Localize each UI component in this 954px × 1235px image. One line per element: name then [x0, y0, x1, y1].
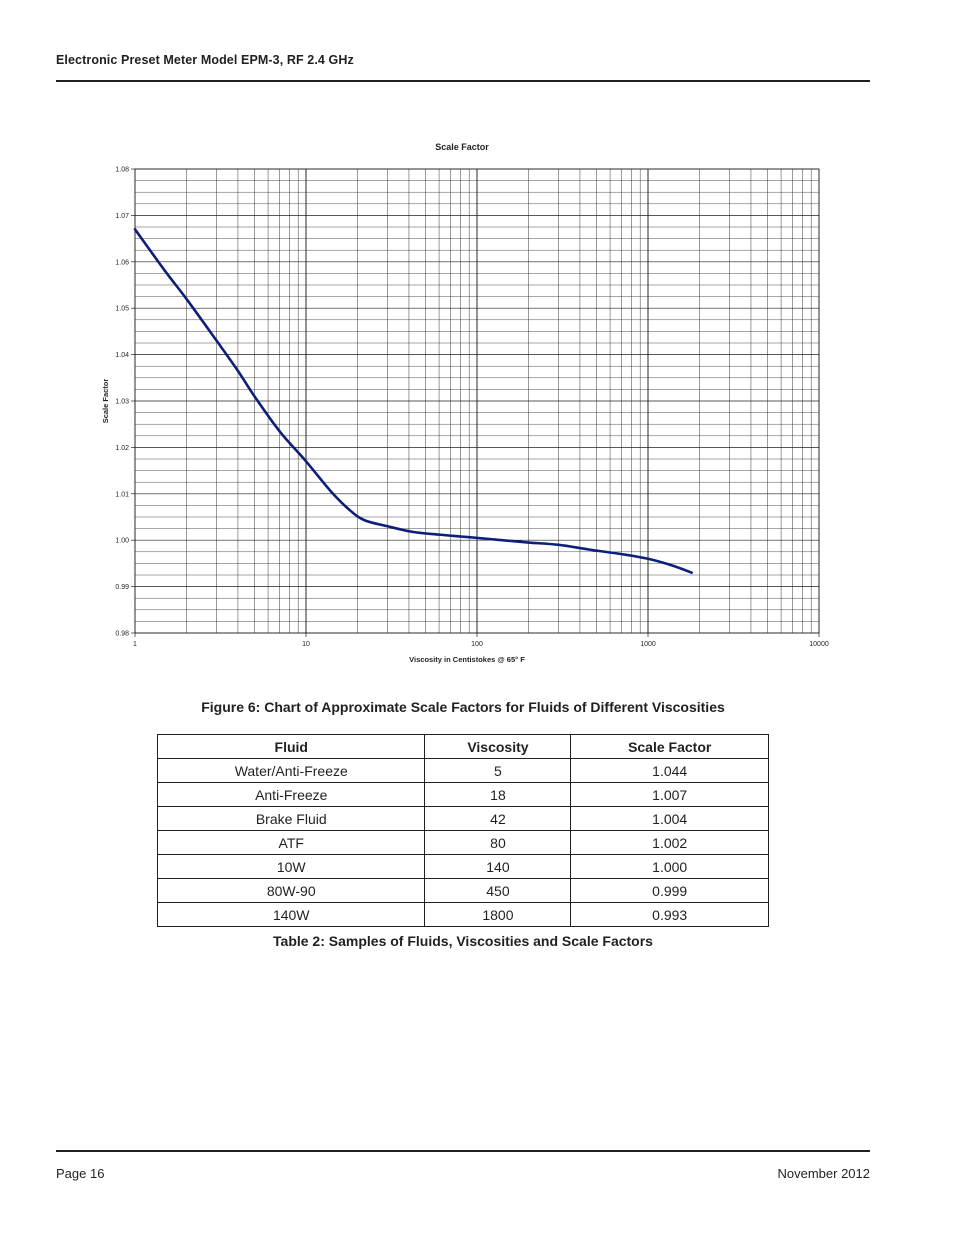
- cell-viscosity: 5: [425, 759, 571, 783]
- cell-fluid: Water/Anti-Freeze: [158, 759, 425, 783]
- column-header-scale-factor: Scale Factor: [571, 735, 769, 759]
- table-row: [158, 855, 769, 879]
- cell-viscosity: 140: [425, 855, 571, 879]
- table-row: [158, 879, 769, 903]
- cell-scale-factor: 1.004: [571, 807, 769, 831]
- page-number: Page 16: [56, 1166, 105, 1181]
- cell-scale-factor: 1.002: [571, 831, 769, 855]
- cell-fluid: 10W: [158, 855, 425, 879]
- chart-grid: [135, 169, 819, 633]
- x-tick-label: 10000: [809, 641, 829, 648]
- x-axis-ticks: [133, 633, 829, 648]
- cell-viscosity: 80: [425, 831, 571, 855]
- figure-caption: Figure 6: Chart of Approximate Scale Factors for Fluids of Different Viscosities: [201, 699, 725, 715]
- header-divider: [56, 80, 870, 82]
- table-header-row: [158, 735, 769, 759]
- document-header-title: Electronic Preset Meter Model EPM-3, RF 2.4 GHz: [56, 53, 354, 67]
- y-tick-label: 1.02: [115, 444, 129, 452]
- table-row: [158, 759, 769, 783]
- cell-fluid: 140W: [158, 903, 425, 927]
- table-row: [158, 807, 769, 831]
- cell-viscosity: 450: [425, 879, 571, 903]
- publication-date: November 2012: [777, 1166, 870, 1181]
- cell-fluid: 80W-90: [158, 879, 425, 903]
- y-tick-label: 1.00: [115, 537, 129, 545]
- x-tick-label: 1000: [640, 641, 656, 648]
- cell-fluid: Anti-Freeze: [158, 783, 425, 807]
- cell-scale-factor: 0.999: [571, 879, 769, 903]
- x-tick-label: 10: [302, 641, 310, 648]
- cell-fluid: ATF: [158, 831, 425, 855]
- y-tick-label: 1.04: [115, 352, 129, 360]
- y-tick-label: 1.05: [115, 305, 129, 313]
- cell-scale-factor: 0.993: [571, 903, 769, 927]
- cell-viscosity: 42: [425, 807, 571, 831]
- table-row: [158, 903, 769, 927]
- cell-scale-factor: 1.044: [571, 759, 769, 783]
- table-caption: Table 2: Samples of Fluids, Viscosities and Scale Factors: [273, 933, 653, 949]
- x-axis-label: Viscosity in Centistokes @ 65° F: [409, 655, 525, 664]
- cell-viscosity: 1800: [425, 903, 571, 927]
- cell-scale-factor: 1.000: [571, 855, 769, 879]
- y-tick-label: 1.01: [115, 491, 129, 499]
- footer-divider: [56, 1150, 870, 1152]
- cell-fluid: Brake Fluid: [158, 807, 425, 831]
- scale-factor-chart: [90, 130, 850, 670]
- table-row: [158, 831, 769, 855]
- column-header-viscosity: Viscosity: [425, 735, 571, 759]
- y-tick-label: 0.99: [115, 584, 129, 592]
- x-tick-label: 1: [133, 641, 137, 648]
- y-axis-label: Scale Factor: [101, 378, 110, 424]
- y-tick-label: 1.08: [115, 166, 129, 174]
- x-tick-label: 100: [471, 641, 483, 648]
- cell-scale-factor: 1.007: [571, 783, 769, 807]
- y-tick-label: 1.03: [115, 398, 129, 406]
- chart-title: Scale Factor: [435, 142, 489, 152]
- y-tick-label: 1.06: [115, 259, 129, 267]
- table-row: [158, 783, 769, 807]
- column-header-fluid: Fluid: [158, 735, 425, 759]
- cell-viscosity: 18: [425, 783, 571, 807]
- y-tick-label: 0.98: [115, 630, 129, 638]
- y-axis-ticks: [115, 167, 135, 638]
- fluid-scale-factor-table: [157, 734, 769, 927]
- y-tick-label: 1.07: [115, 212, 129, 220]
